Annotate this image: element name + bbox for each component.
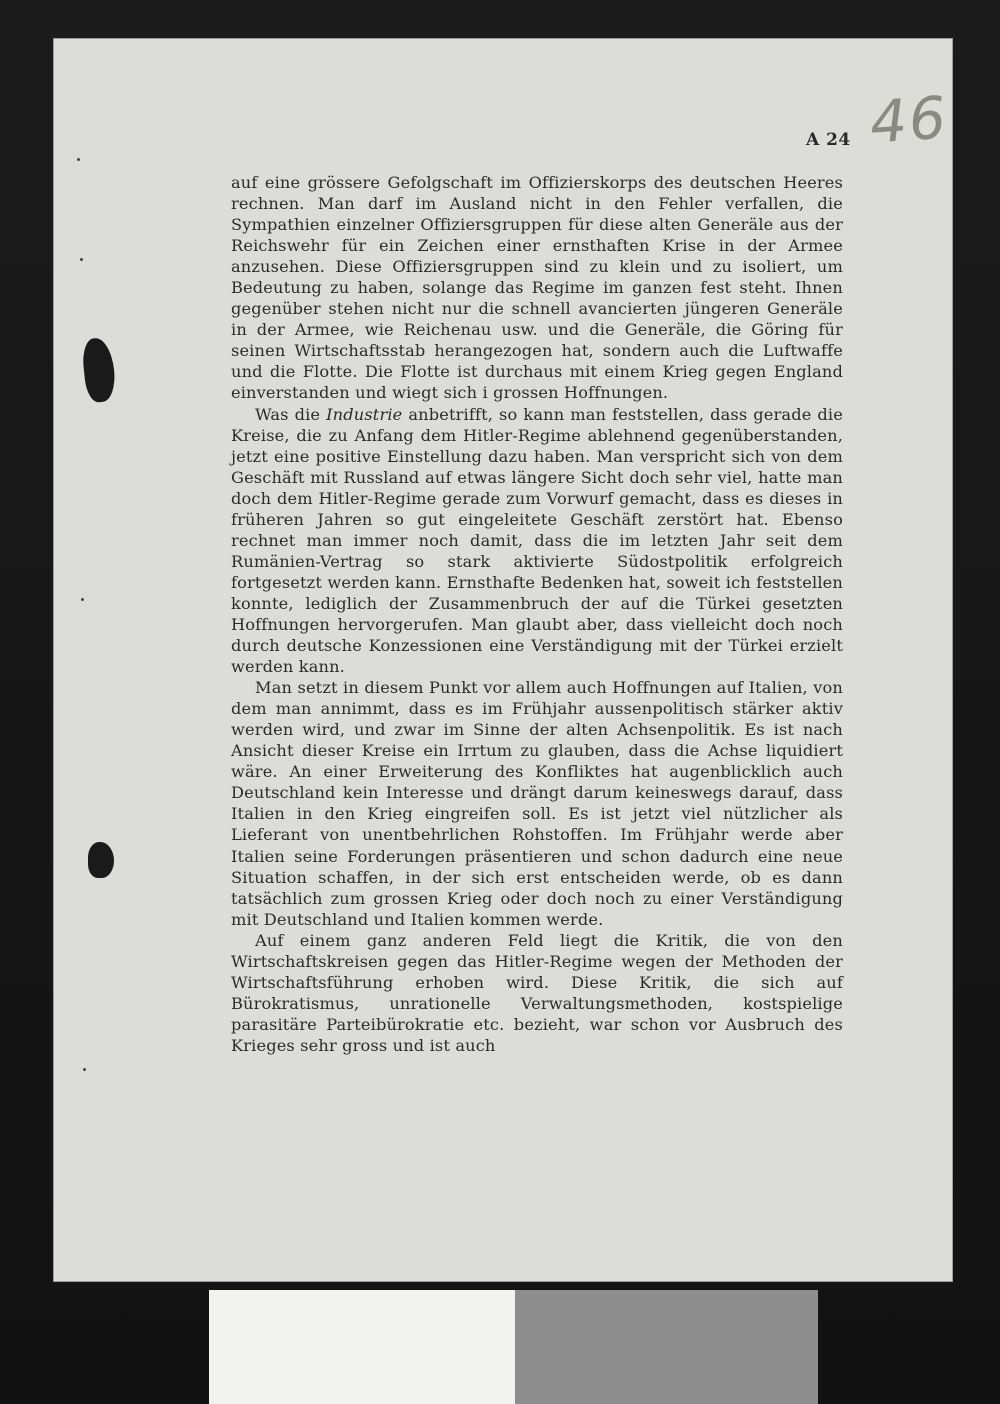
paragraph-2-rest: anbetrifft, so kann man feststellen, dass gerade die Kreise, die zu Anfang dem Hitler-Regime ablehnend gegenüberstanden, jetzt eine positive Einstellung dazu haben. Man verspricht sich von dem Geschäft mit Russland auf etwas längere Sicht doch sehr viel, hatte man doch dem Hitler-Regime gerade zum Vorwurf gemacht, dass es dieses in früheren Jahren so gut eingeleitete Geschäft zerstört hat. Ebenso rechnet man immer noch damit, dass die im letzten Jahr seit dem Rumänien-Vertrag so stark aktivierte Südostpolitik erfolgreich fortgesetzt werden kann. Ernsthafte Bedenken hat, soweit ich feststellen konnte, lediglich der Zusammenbruch der auf die Türkei gesetzten Hoffnungen hervorgerufen. Man glaubt aber, dass vielleicht doch noch durch deutsche Konzessionen eine Verständigung mit der Türkei erzielt werden kann.: [231, 404, 843, 677]
page-number: A 24: [806, 130, 851, 150]
calibration-patch-white: [209, 1290, 515, 1404]
body-text: [231, 172, 843, 1056]
calibration-patch-grey: [515, 1290, 818, 1404]
paragraph-1: auf eine grössere Gefolgschaft im Offizierskorps des deutschen Heeres rechnen. Man darf im Ausland nicht in den Fehler verfallen, die Sympathien einzelner Offiziersgruppen für diese alten Generäle aus der Reichswehr für ein Zeichen einer ernsthaften Krise in der Armee anzusehen. Diese Offiziersgruppen sind zu klein und zu isoliert, um Bedeutung zu haben, solange das Regime im ganzen fest steht. Ihnen gegenüber stehen nicht nur die schnell avancierten jüngeren Generäle in der Armee, wie Reichenau usw. und die Generäle, die Göring für seinen Wirtschaftsstab herangezogen hat, sondern auch die Luftwaffe und die Flotte. Die Flotte ist durchaus mit einem Krieg gegen England einverstanden und wiegt sich i grossen Hoffnungen.: [231, 173, 843, 403]
margin-speck: [77, 158, 80, 161]
handwritten-folio-number: 46: [867, 83, 951, 157]
paragraph-2: [231, 404, 843, 678]
paragraph-2-lead: Was die: [255, 404, 327, 424]
paragraph-2-emphasis: Industrie: [326, 404, 403, 424]
paragraph-3: Man setzt in diesem Punkt vor allem auch Hoffnungen auf Italien, von dem man annimmt, dass es im Frühjahr aussenpolitisch stärker aktiv werden wird, und zwar im Sinne der alten Achsenpolitik. Es ist nach Ansicht dieser Kreise ein Irrtum zu glauben, dass die Achse liquidiert wäre. An einer Erweiterung des Konfliktes hat augenblicklich auch Deutschland kein Interesse und drängt darum keineswegs darauf, dass Italien in den Krieg eingreifen soll. Es ist jetzt viel nützlicher als Lieferant von unentbehrlichen Rohstoffen. Im Frühjahr werde aber Italien seine Forderungen präsentieren und schon dadurch eine neue Situation schaffen, in der sich erst entscheiden werde, ob es dann tatsächlich zum grossen Krieg oder doch noch zu einer Verständigung mit Deutschland und Italien kommen werde.: [231, 678, 843, 929]
margin-speck: [83, 1068, 86, 1071]
margin-speck: [80, 258, 83, 261]
margin-speck: [81, 598, 84, 601]
punch-hole-lower: [88, 842, 114, 878]
paragraph-4: Auf einem ganz anderen Feld liegt die Kritik, die von den Wirtschaftskreisen gegen das Hitler-Regime wegen der Methoden der Wirtschaftsführung erhoben wird. Diese Kritik, die sich auf Bürokratismus, unrationelle Verwaltungsmethoden, kostspielige parasitäre Parteibürokratie etc. bezieht, war schon vor Ausbruch des Krieges sehr gross und ist auch: [231, 930, 843, 1055]
